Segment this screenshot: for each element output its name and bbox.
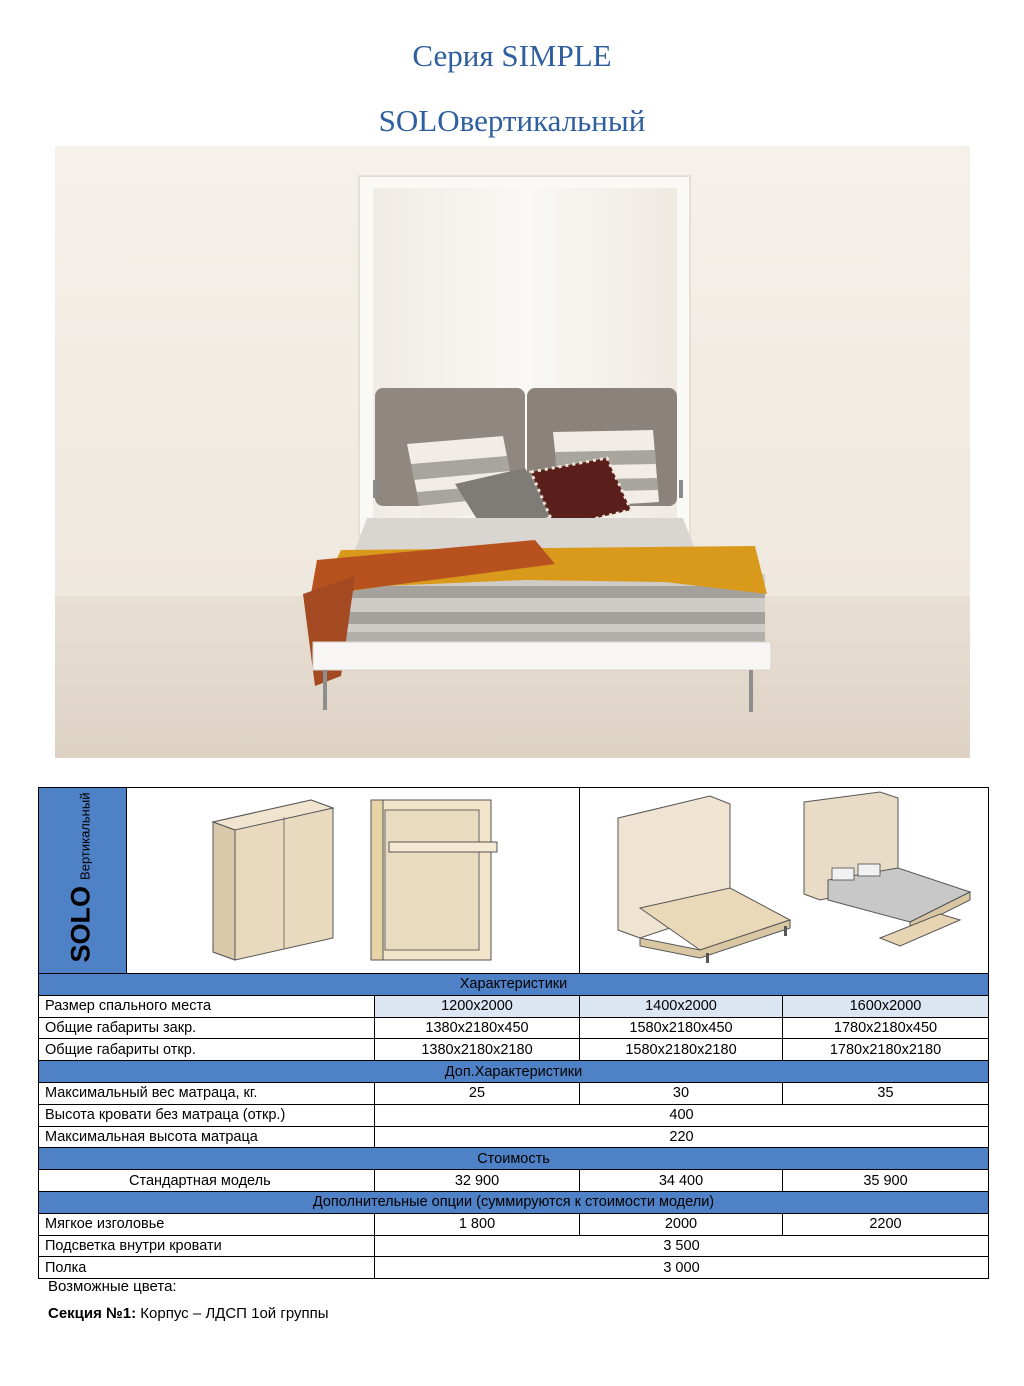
table-cell: 1780x2180x2180: [783, 1039, 989, 1061]
front-cabinet-drawing: [371, 800, 497, 960]
series-title: Серия SIMPLE: [412, 38, 612, 73]
open-bed-drawing-1: [618, 796, 790, 963]
row-label: Общие габариты закр.: [39, 1017, 375, 1039]
table-cell: 1580x2180x450: [580, 1017, 783, 1039]
table-row: [39, 1126, 989, 1148]
price-cell: 3 500: [375, 1235, 989, 1257]
model-name-cell: [39, 788, 127, 974]
spec-table: [38, 787, 989, 1279]
table-cell: 1580x2180x2180: [580, 1039, 783, 1061]
table-row: [39, 1213, 989, 1235]
table-row: [39, 1104, 989, 1126]
diagram-row: [39, 788, 989, 974]
section-price: Стоимость: [39, 1148, 989, 1170]
table-row: [39, 1170, 989, 1192]
row-label: Максимальный вес матраца, кг.: [39, 1082, 375, 1104]
price-cell: 1 800: [375, 1213, 580, 1235]
row-label: Подсветка внутри кровати: [39, 1235, 375, 1257]
size-1400: 1400x2000: [580, 995, 783, 1017]
size-1200: 1200x2000: [375, 995, 580, 1017]
open-bed-diagrams: [580, 788, 989, 974]
table-cell: 1380x2180x2180: [375, 1039, 580, 1061]
table-row: [39, 1235, 989, 1257]
row-label: Стандартная модель: [39, 1170, 375, 1192]
row-label: Полка: [39, 1257, 375, 1279]
model-name: SOLO: [65, 885, 96, 963]
row-label: Мягкое изголовье: [39, 1213, 375, 1235]
table-row: [39, 995, 989, 1017]
row-label: Максимальная высота матраца: [39, 1126, 375, 1148]
open-bed-drawing-2: [804, 792, 970, 946]
table-cell: 220: [375, 1126, 989, 1148]
model-subtitle: Вертикальный: [77, 792, 93, 880]
table-cell: 35: [783, 1082, 989, 1104]
row-label: Общие габариты откр.: [39, 1039, 375, 1061]
row-label: Высота кровати без матраца (откр.): [39, 1104, 375, 1126]
price-cell: 2200: [783, 1213, 989, 1235]
price-cell: 32 900: [375, 1170, 580, 1192]
price-cell: 35 900: [783, 1170, 989, 1192]
table-cell: 400: [375, 1104, 989, 1126]
row-label: Размер спального места: [39, 995, 375, 1017]
section-extra: Доп.Характеристики: [39, 1061, 989, 1083]
table-cell: 1380x2180x450: [375, 1017, 580, 1039]
price-cell: 3 000: [375, 1257, 989, 1279]
section-characteristics: Характеристики: [39, 974, 989, 996]
section-options: Дополнительные опции (суммируются к стоимости модели): [39, 1191, 989, 1213]
section-label: Секция №1:: [48, 1305, 137, 1322]
table-cell: 1780x2180x450: [783, 1017, 989, 1039]
table-row: [39, 1257, 989, 1279]
closed-cabinet-drawing: [213, 800, 333, 960]
closed-bed-diagrams: [127, 788, 580, 974]
size-1600: 1600x2000: [783, 995, 989, 1017]
table-cell: 30: [580, 1082, 783, 1104]
section-text: Корпус – ЛДСП 1ой группы: [136, 1305, 329, 1322]
model-title: SOLOвертикальный: [378, 103, 646, 138]
table-row: [39, 1082, 989, 1104]
table-row: [39, 1039, 989, 1061]
table-cell: 25: [375, 1082, 580, 1104]
price-cell: 2000: [580, 1213, 783, 1235]
colors-heading: Возможные цвета:: [48, 1278, 177, 1295]
product-photo: [55, 146, 970, 758]
price-cell: 34 400: [580, 1170, 783, 1192]
table-row: [39, 1017, 989, 1039]
section-note: [48, 1305, 329, 1322]
